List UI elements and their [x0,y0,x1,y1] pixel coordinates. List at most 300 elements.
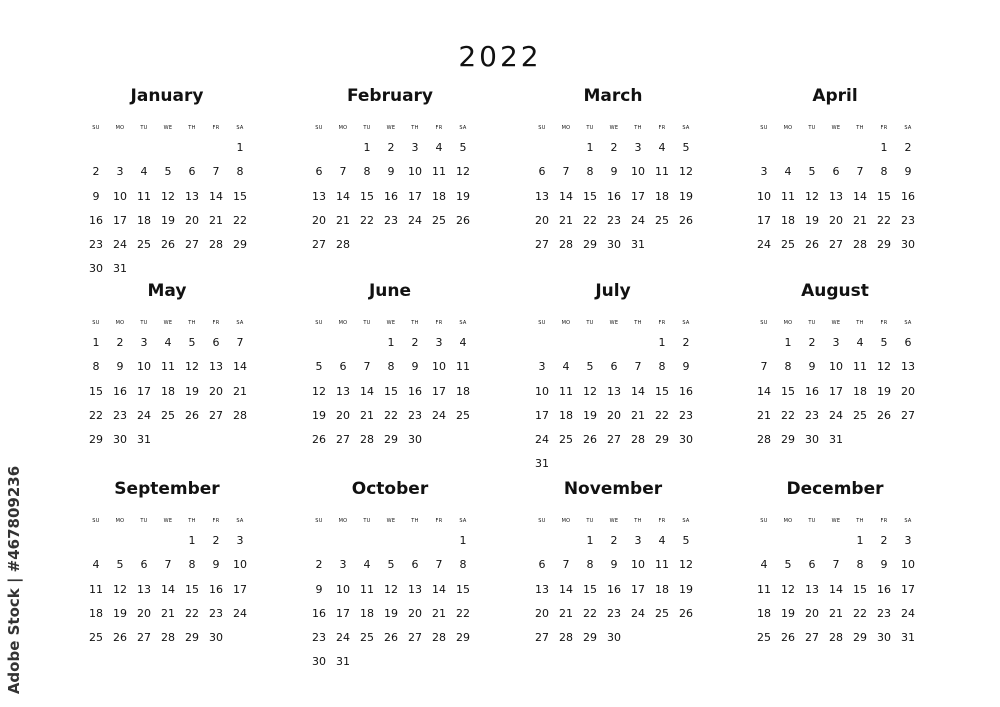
day-cell: 7 [236,336,244,349]
days-grid [84,529,252,650]
day-cell: 22 [384,408,398,422]
weekday-label: WE [831,518,841,524]
weekday-header [84,123,252,133]
weekday-label: SA [904,125,912,131]
month-name: March [583,86,643,106]
day-cell: 25 [655,606,669,620]
day-cell: 10 [336,582,350,596]
day-cell: 8 [880,165,888,179]
day-cell: 14 [161,582,175,596]
empty-cell [427,529,451,553]
day-cell: 4 [658,534,666,547]
empty-cell [355,529,379,553]
day-cell: 22 [89,408,103,422]
day-cell: 16 [607,582,621,596]
day-cell: 14 [829,582,843,596]
day-cell: 18 [781,213,795,227]
day-cell: 28 [559,238,573,252]
day-cell: 21 [829,606,843,620]
day-cell: 25 [161,408,175,422]
day-cell: 17 [113,213,127,227]
day-cell: 11 [137,189,151,203]
weekday-label: WE [163,518,173,524]
day-cell: 4 [658,141,666,154]
empty-cell [156,136,180,160]
day-cell: 27 [535,238,549,252]
day-cell: 26 [781,631,795,645]
weekday-label: TH [411,518,419,524]
weekday-header [530,516,698,526]
weekday-label: MO [783,518,793,524]
day-cell: 12 [312,384,326,398]
day-cell: 15 [583,189,597,203]
day-cell: 21 [233,384,247,398]
day-cell: 24 [901,606,915,620]
day-cell: 10 [535,384,549,398]
weekday-label: WE [163,125,173,131]
day-cell: 15 [877,189,891,203]
empty-cell [824,136,848,160]
day-cell: 7 [856,165,864,179]
day-cell: 11 [655,558,669,572]
day-cell: 18 [853,384,867,398]
weekday-label: TU [808,125,816,131]
day-cell: 1 [236,141,244,154]
day-cell: 14 [432,582,446,596]
day-cell: 8 [586,558,594,572]
day-cell: 9 [682,360,690,374]
day-cell: 15 [384,384,398,398]
day-cell: 29 [853,631,867,645]
day-cell: 7 [212,165,220,179]
day-cell: 15 [185,582,199,596]
day-cell: 19 [456,189,470,203]
day-cell: 26 [113,631,127,645]
day-cell: 18 [432,189,446,203]
day-cell: 12 [805,189,819,203]
weekday-label: SU [315,320,323,326]
day-cell: 29 [583,631,597,645]
day-cell: 13 [805,582,819,596]
day-cell: 3 [140,336,148,349]
empty-cell [84,136,108,160]
weekday-label: TH [856,125,864,131]
weekday-label: SA [459,518,467,524]
weekday-label: TU [363,125,371,131]
day-cell: 9 [904,165,912,179]
day-cell: 18 [559,408,573,422]
day-cell: 16 [312,606,326,620]
day-cell: 19 [679,582,693,596]
day-cell: 26 [679,213,693,227]
empty-cell [379,529,403,553]
day-cell: 17 [137,384,151,398]
day-cell: 23 [113,408,127,422]
day-cell: 23 [805,408,819,422]
weekday-label: WE [609,320,619,326]
weekday-label: TU [586,125,594,131]
day-cell: 30 [209,631,223,645]
day-cell: 1 [784,336,792,349]
day-cell: 1 [586,534,594,547]
day-cell: 22 [781,408,795,422]
days-grid [84,136,252,282]
weekday-label: SA [682,518,690,524]
day-cell: 4 [363,558,371,572]
day-cell: 27 [607,433,621,447]
day-cell: 9 [92,189,100,203]
day-cell: 3 [236,534,244,547]
day-cell: 26 [312,433,326,447]
day-cell: 22 [583,606,597,620]
weekday-label: TU [140,125,148,131]
weekday-label: TH [634,125,642,131]
empty-cell [331,136,355,160]
empty-cell [84,529,108,553]
day-cell: 4 [92,558,100,572]
month-name: April [812,86,858,106]
day-cell: 26 [384,631,398,645]
day-cell: 6 [808,558,816,572]
day-cell: 20 [137,606,151,620]
day-cell: 2 [880,534,888,547]
empty-cell [530,529,554,553]
weekday-label: MO [783,125,793,131]
weekday-label: FR [658,518,666,524]
day-cell: 14 [336,189,350,203]
day-cell: 1 [856,534,864,547]
day-cell: 27 [535,631,549,645]
day-cell: 7 [562,558,570,572]
weekday-label: FR [658,320,666,326]
days-grid [307,331,475,452]
day-cell: 28 [631,433,645,447]
day-cell: 19 [384,606,398,620]
day-cell: 28 [360,433,374,447]
day-cell: 10 [233,558,247,572]
day-cell: 20 [535,606,549,620]
day-cell: 4 [856,336,864,349]
weekday-label: WE [831,320,841,326]
weekday-label: TU [586,320,594,326]
day-cell: 19 [679,189,693,203]
empty-cell [848,136,872,160]
day-cell: 24 [757,238,771,252]
day-cell: 12 [583,384,597,398]
month-name: December [786,479,884,499]
day-cell: 12 [679,165,693,179]
day-cell: 31 [113,262,127,276]
day-cell: 3 [832,336,840,349]
weekday-label: FR [880,518,888,524]
day-cell: 10 [631,165,645,179]
day-cell: 4 [784,165,792,179]
day-cell: 25 [89,631,103,645]
day-cell: 7 [832,558,840,572]
weekday-label: SU [315,125,323,131]
weekday-label: MO [115,518,125,524]
day-cell: 16 [877,582,891,596]
day-cell: 4 [140,165,148,179]
day-cell: 3 [634,534,642,547]
day-cell: 21 [559,606,573,620]
day-cell: 5 [164,165,172,179]
day-cell: 22 [655,408,669,422]
weekday-label: TH [411,125,419,131]
day-cell: 2 [904,141,912,154]
day-cell: 29 [655,433,669,447]
day-cell: 3 [760,165,768,179]
weekday-label: FR [435,320,443,326]
weekday-label: FR [212,125,220,131]
days-grid [752,529,920,650]
weekday-label: TU [363,518,371,524]
empty-cell [752,529,776,553]
weekday-header [752,318,920,328]
day-cell: 15 [233,189,247,203]
day-cell: 6 [904,336,912,349]
day-cell: 4 [459,336,467,349]
weekday-label: SU [92,320,100,326]
day-cell: 1 [387,336,395,349]
day-cell: 22 [185,606,199,620]
day-cell: 22 [360,213,374,227]
empty-cell [307,331,331,355]
day-cell: 6 [610,360,618,374]
day-cell: 9 [116,360,124,374]
day-cell: 29 [781,433,795,447]
day-cell: 13 [607,384,621,398]
day-cell: 7 [164,558,172,572]
weekday-label: SA [682,320,690,326]
watermark-text: Adobe Stock | #467809236 [5,465,24,695]
day-cell: 13 [535,582,549,596]
weekday-label: MO [115,125,125,131]
weekday-label: SA [682,125,690,131]
day-cell: 17 [535,408,549,422]
day-cell: 12 [781,582,795,596]
day-cell: 3 [904,534,912,547]
day-cell: 25 [432,213,446,227]
weekday-label: SA [236,518,244,524]
day-cell: 30 [805,433,819,447]
weekday-label: TU [363,320,371,326]
weekday-label: FR [435,125,443,131]
day-cell: 19 [161,213,175,227]
month-name: September [114,479,220,499]
empty-cell [204,136,228,160]
day-cell: 5 [459,141,467,154]
day-cell: 12 [113,582,127,596]
day-cell: 8 [236,165,244,179]
weekday-header [752,516,920,526]
empty-cell [108,529,132,553]
weekday-label: MO [338,125,348,131]
day-cell: 24 [233,606,247,620]
day-cell: 18 [161,384,175,398]
day-cell: 20 [535,213,549,227]
day-cell: 19 [781,606,795,620]
day-cell: 1 [586,141,594,154]
weekday-label: FR [435,518,443,524]
day-cell: 30 [901,238,915,252]
empty-cell [331,529,355,553]
weekday-label: SA [459,125,467,131]
day-cell: 12 [161,189,175,203]
day-cell: 1 [363,141,371,154]
day-cell: 23 [679,408,693,422]
day-cell: 16 [805,384,819,398]
day-cell: 25 [655,213,669,227]
day-cell: 28 [757,433,771,447]
day-cell: 16 [408,384,422,398]
empty-cell [602,331,626,355]
weekday-label: SU [760,320,768,326]
weekday-label: MO [783,320,793,326]
day-cell: 1 [880,141,888,154]
day-cell: 22 [233,213,247,227]
day-cell: 21 [209,213,223,227]
day-cell: 19 [113,606,127,620]
day-cell: 30 [89,262,103,276]
day-cell: 4 [562,360,570,374]
day-cell: 2 [610,141,618,154]
day-cell: 20 [829,213,843,227]
day-cell: 3 [339,558,347,572]
day-cell: 16 [113,384,127,398]
day-cell: 6 [339,360,347,374]
weekday-header [752,123,920,133]
weekday-header [530,318,698,328]
day-cell: 7 [339,165,347,179]
weekday-header [84,516,252,526]
day-cell: 29 [877,238,891,252]
day-cell: 15 [456,582,470,596]
weekday-label: WE [609,518,619,524]
day-cell: 28 [336,238,350,252]
day-cell: 2 [387,141,395,154]
day-cell: 11 [757,582,771,596]
day-cell: 5 [188,336,196,349]
day-cell: 23 [209,606,223,620]
day-cell: 24 [137,408,151,422]
day-cell: 29 [185,631,199,645]
day-cell: 29 [89,433,103,447]
empty-cell [752,331,776,355]
day-cell: 3 [116,165,124,179]
empty-cell [530,331,554,355]
empty-cell [108,136,132,160]
day-cell: 3 [538,360,546,374]
day-cell: 11 [853,360,867,374]
days-grid [752,136,920,257]
day-cell: 13 [137,582,151,596]
day-cell: 7 [634,360,642,374]
day-cell: 26 [583,433,597,447]
weekday-label: SA [904,518,912,524]
day-cell: 13 [312,189,326,203]
day-cell: 8 [459,558,467,572]
day-cell: 23 [877,606,891,620]
day-cell: 9 [610,558,618,572]
day-cell: 20 [805,606,819,620]
day-cell: 16 [384,189,398,203]
day-cell: 25 [360,631,374,645]
day-cell: 8 [586,165,594,179]
day-cell: 6 [411,558,419,572]
weekday-label: SA [904,320,912,326]
day-cell: 2 [116,336,124,349]
day-cell: 30 [607,631,621,645]
weekday-label: MO [115,320,125,326]
day-cell: 27 [805,631,819,645]
day-cell: 26 [185,408,199,422]
empty-cell [752,136,776,160]
day-cell: 13 [336,384,350,398]
day-cell: 23 [89,238,103,252]
day-cell: 5 [315,360,323,374]
day-cell: 13 [535,189,549,203]
day-cell: 30 [607,238,621,252]
empty-cell [554,331,578,355]
day-cell: 16 [607,189,621,203]
day-cell: 5 [586,360,594,374]
weekday-label: TH [188,518,196,524]
days-grid [84,331,252,452]
day-cell: 13 [185,189,199,203]
weekday-header [307,318,475,328]
month-name: August [801,281,869,301]
day-cell: 18 [89,606,103,620]
month-name: July [595,281,631,301]
day-cell: 27 [901,408,915,422]
day-cell: 19 [805,213,819,227]
day-cell: 11 [655,165,669,179]
weekday-label: WE [831,125,841,131]
day-cell: 1 [658,336,666,349]
day-cell: 24 [631,213,645,227]
weekday-label: WE [386,125,396,131]
day-cell: 26 [805,238,819,252]
empty-cell [824,529,848,553]
weekday-label: FR [658,125,666,131]
day-cell: 12 [456,165,470,179]
weekday-label: FR [880,320,888,326]
empty-cell [800,529,824,553]
day-cell: 19 [312,408,326,422]
day-cell: 11 [89,582,103,596]
day-cell: 21 [559,213,573,227]
day-cell: 22 [877,213,891,227]
weekday-header [530,123,698,133]
day-cell: 18 [757,606,771,620]
weekday-label: TH [188,125,196,131]
day-cell: 13 [901,360,915,374]
day-cell: 26 [456,213,470,227]
weekday-label: WE [609,125,619,131]
weekday-label: SU [538,125,546,131]
day-cell: 31 [535,457,549,471]
day-cell: 7 [760,360,768,374]
day-cell: 31 [901,631,915,645]
day-cell: 6 [538,165,546,179]
day-cell: 28 [209,238,223,252]
day-cell: 17 [408,189,422,203]
day-cell: 28 [432,631,446,645]
day-cell: 9 [387,165,395,179]
empty-cell [307,136,331,160]
month-name: November [563,479,663,499]
